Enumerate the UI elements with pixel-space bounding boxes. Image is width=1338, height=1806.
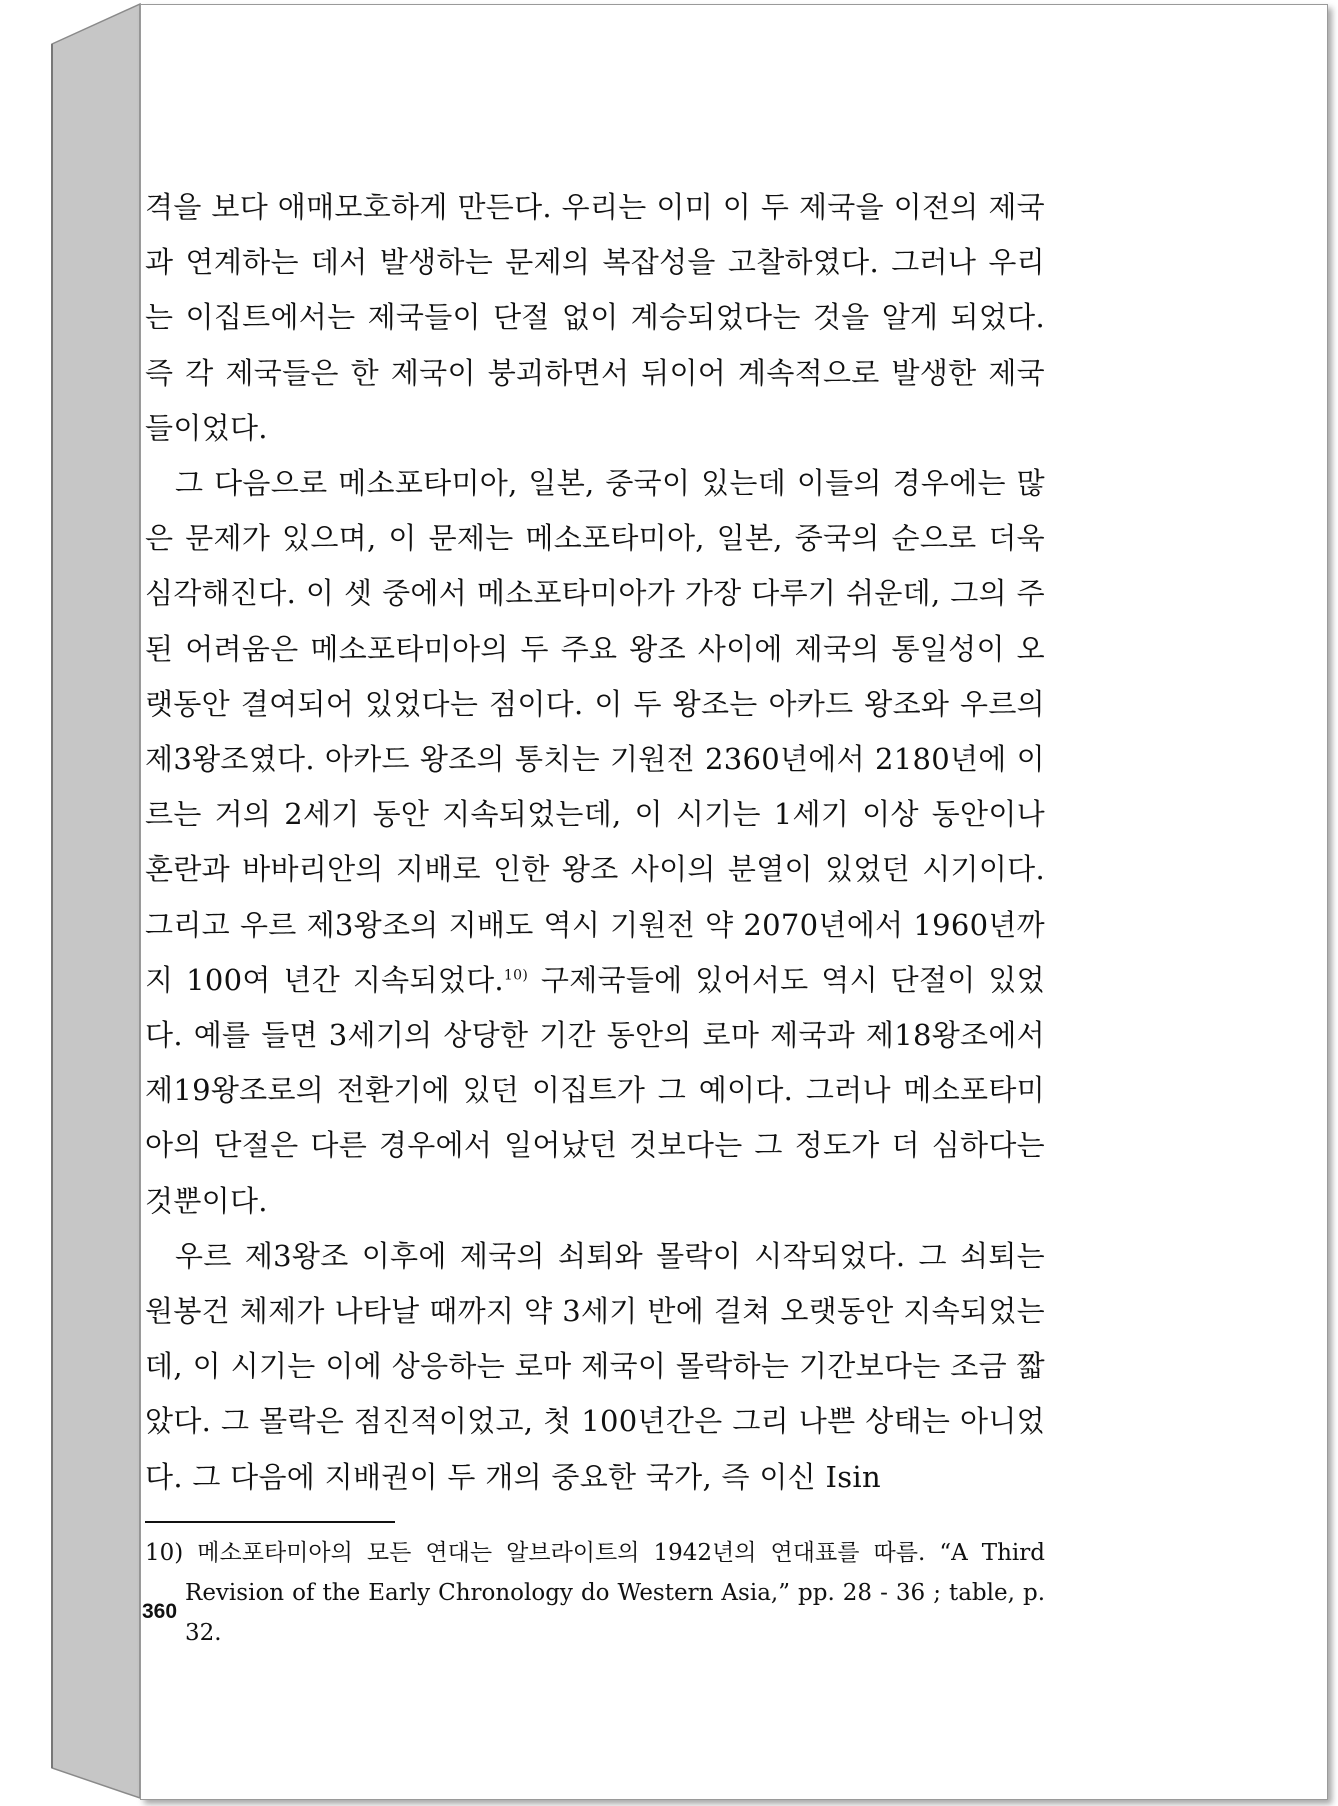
footnote-10: 10) 메소포타미아의 모든 연대는 알브라이트의 1942년의 연대표를 따름. “A Third Revision of the Early Chronology do Western Asia,” pp. 28 - 36 ; table, p. 32.	[145, 1539, 1045, 1646]
page-body	[145, 180, 1045, 1676]
page-number: 360	[142, 1600, 178, 1623]
paragraph-2	[145, 456, 1045, 1229]
paragraph-3-text: 우르 제3왕조 이후에 제국의 쇠퇴와 몰락이 시작되었다. 그 쇠퇴는 원봉건 체제가 나타날 때까지 약 3세기 반에 걸쳐 오랫동안 지속되었는데, 이 시기는 이에 상응하는 로마 제국이 몰락하는 기간보다는 조금 짧았다. 그 몰락은 점진적이었고, 첫 100년간은 그리 나쁜 상태는 아니었다. 그 다음에 지배권이 두 개의 중요한 국가, 즉 이신 Isin	[145, 1238, 1045, 1494]
book-spine-edge	[52, 4, 140, 1798]
paragraph-3	[145, 1229, 1045, 1505]
footnote-divider	[145, 1521, 395, 1523]
paragraph-2-continuation: 구제국들에 있어서도 역시 단절이 있었다. 예를 들면 3세기의 상당한 기간 동안의 로마 제국과 제18왕조에서 제19왕조로의 전환기에 있던 이집트가 그 예이다. 그러나 메소포타미아의 단절은 다른 경우에서 일어났던 것보다는 그 정도가 더 심하다는 것뿐이다.	[145, 962, 1045, 1218]
paragraph-1-text: 격을 보다 애매모호하게 만든다. 우리는 이미 이 두 제국을 이전의 제국과 연계하는 데서 발생하는 문제의 복잡성을 고찰하였다. 그러나 우리는 이집트에서는 제국들이 단절 없이 계승되었다는 것을 알게 되었다. 즉 각 제국들은 한 제국이 붕괴하면서 뒤이어 계속적으로 발생한 제국들이었다.	[145, 190, 1045, 445]
footnote-reference[interactable]: 10)	[503, 967, 529, 984]
paragraph-1	[145, 180, 1045, 456]
paragraph-2-text: 그 다음으로 메소포타미아, 일본, 중국이 있는데 이들의 경우에는 많은 문제가 있으며, 이 문제는 메소포타미아, 일본, 중국의 순으로 더욱 심각해진다. 이 셋 중에서 메소포타미아가 가장 다루기 쉬운데, 그의 주된 어려움은 메소포타미아의 두 주요 왕조 사이에 제국의 통일성이 오랫동안 결여되어 있었다는 점이다. 이 두 왕조는 아카드 왕조와 우르의 제3왕조였다. 아카드 왕조의 통치는 기원전 2360년에서 2180년에 이르는 거의 2세기 동안 지속되었는데, 이 시기는 1세기 이상 동안이나 혼란과 바바리안의 지배로 인한 왕조 사이의 분열이 있었던 시기이다. 그리고 우르 제3왕조의 지배도 역시 기원전 약 2070년에서 1960년까지 100여 년간 지속되었다.	[145, 466, 1045, 997]
